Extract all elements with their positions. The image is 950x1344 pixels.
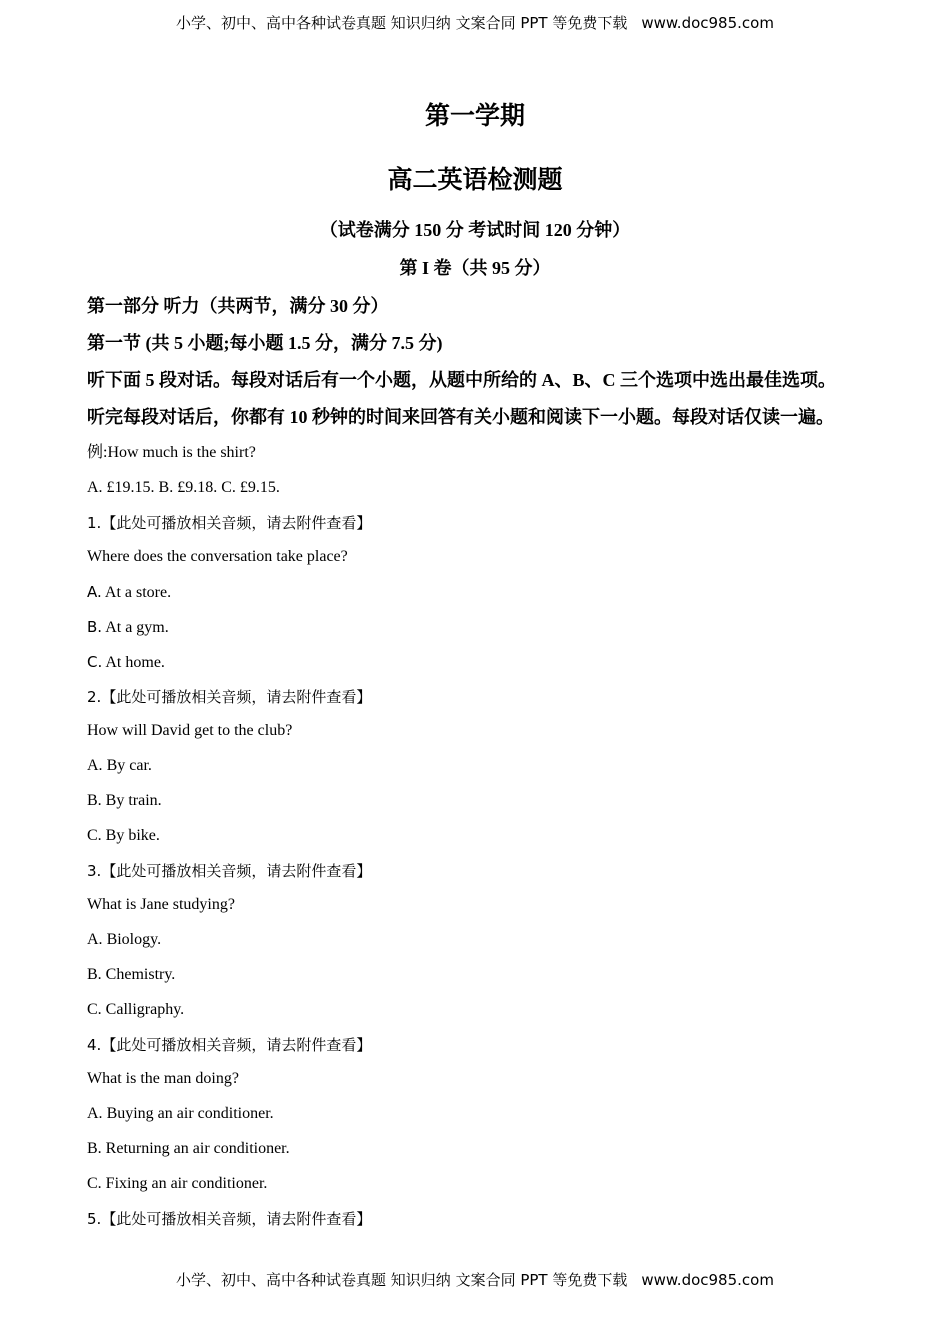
option-label: B. xyxy=(87,791,102,809)
option-text: By train. xyxy=(105,791,162,809)
header-site-link[interactable]: www.doc985.com xyxy=(641,14,774,32)
option-text: Biology. xyxy=(106,931,162,949)
question-2-option-c xyxy=(87,819,907,854)
option-label: A. xyxy=(87,1105,103,1123)
question-2-option-b xyxy=(87,784,907,819)
subsection-title: 第一节 (共 5 小题;每小题 1.5 分，满分 7.5 分) xyxy=(87,333,443,353)
option-text: Fixing an air conditioner. xyxy=(105,1174,268,1192)
footer-text: 小学、初中、高中各种试卷真题 知识归纳 文案合同 PPT 等免费下载 xyxy=(176,1271,628,1289)
option-text: By bike. xyxy=(105,826,160,844)
page-header xyxy=(0,12,950,33)
option-text: Returning an air conditioner. xyxy=(105,1139,290,1157)
audio-note-link[interactable]: 【此处可播放相关音频，请去附件查看】 xyxy=(101,513,372,532)
option-text: Chemistry. xyxy=(105,965,176,983)
question-2-header xyxy=(87,680,907,715)
footer-site-link[interactable]: www.doc985.com xyxy=(641,1271,774,1289)
option-text: Calligraphy. xyxy=(105,1000,185,1018)
option-label: C. xyxy=(87,1000,102,1018)
question-number: 2. xyxy=(87,687,102,706)
question-3-header xyxy=(87,854,907,889)
example-question: 例:How much is the shirt? xyxy=(87,444,256,461)
question-1-option-b xyxy=(87,610,907,645)
instruction-line-2: 听完每段对话后，你都有 10 秒钟的时间来回答有关小题和阅读下一小题。每段对话仅读一遍。 xyxy=(87,407,834,427)
option-label: B. xyxy=(87,965,102,983)
question-4-text: What is the man doing? xyxy=(87,1070,239,1088)
question-2-text: How will David get to the club? xyxy=(87,722,293,740)
option-text: At a gym. xyxy=(105,618,169,636)
example-options: A. £19.15. B. £9.18. C. £9.15. xyxy=(87,478,280,496)
part-title: 第一部分 听力（共两节，满分 30 分） xyxy=(87,296,389,316)
question-4-option-a xyxy=(87,1097,907,1132)
question-number: 4. xyxy=(87,1035,102,1054)
option-label: B. xyxy=(87,617,103,636)
question-4-option-b xyxy=(87,1132,907,1167)
option-text: At a store. xyxy=(104,584,172,602)
question-1-option-c xyxy=(87,645,907,680)
question-number: 5. xyxy=(87,1209,102,1228)
audio-note-link[interactable]: 【此处可播放相关音频，请去附件查看】 xyxy=(101,687,372,706)
question-1-header xyxy=(87,506,907,541)
question-2-option-a xyxy=(87,749,907,784)
header-text: 小学、初中、高中各种试卷真题 知识归纳 文案合同 PPT 等免费下载 xyxy=(176,14,628,32)
paper-part-title: 第 I 卷（共 95 分） xyxy=(399,258,551,278)
option-label: B. xyxy=(87,1139,102,1157)
option-label: A. xyxy=(87,583,102,602)
audio-note-link[interactable]: 【此处可播放相关音频，请去附件查看】 xyxy=(101,1209,372,1228)
question-3-option-c xyxy=(87,993,907,1028)
question-3-option-a xyxy=(87,923,907,958)
question-1-option-a xyxy=(87,575,907,610)
page-footer xyxy=(0,1269,950,1290)
exam-info: （试卷满分 150 分 考试时间 120 分钟） xyxy=(319,220,631,240)
option-label: C. xyxy=(87,826,102,844)
question-number: 1. xyxy=(87,513,102,532)
question-4-header xyxy=(87,1028,907,1063)
question-3-text: What is Jane studying? xyxy=(87,896,235,914)
question-number: 3. xyxy=(87,861,102,880)
option-label: C. xyxy=(87,652,103,671)
semester-title: 第一学期 xyxy=(424,103,525,130)
question-3-option-b xyxy=(87,958,907,993)
option-text: By car. xyxy=(106,757,152,775)
instruction-line-1: 听下面 5 段对话。每段对话后有一个小题，从题中所给的 A、B、C 三个选项中选出最佳选项。 xyxy=(87,370,836,390)
question-4-option-c xyxy=(87,1167,907,1202)
option-label: A. xyxy=(87,931,103,949)
option-text: At home. xyxy=(105,653,165,671)
audio-note-link[interactable]: 【此处可播放相关音频，请去附件查看】 xyxy=(101,1035,372,1054)
question-1-text: Where does the conversation take place? xyxy=(87,548,348,566)
document-body xyxy=(87,288,907,1236)
option-label: A. xyxy=(87,757,103,775)
option-text: Buying an air conditioner. xyxy=(106,1105,274,1123)
exam-title: 高二英语检测题 xyxy=(387,167,563,194)
audio-note-link[interactable]: 【此处可播放相关音频，请去附件查看】 xyxy=(101,861,372,880)
option-label: C. xyxy=(87,1174,102,1192)
question-5-header xyxy=(87,1202,907,1237)
